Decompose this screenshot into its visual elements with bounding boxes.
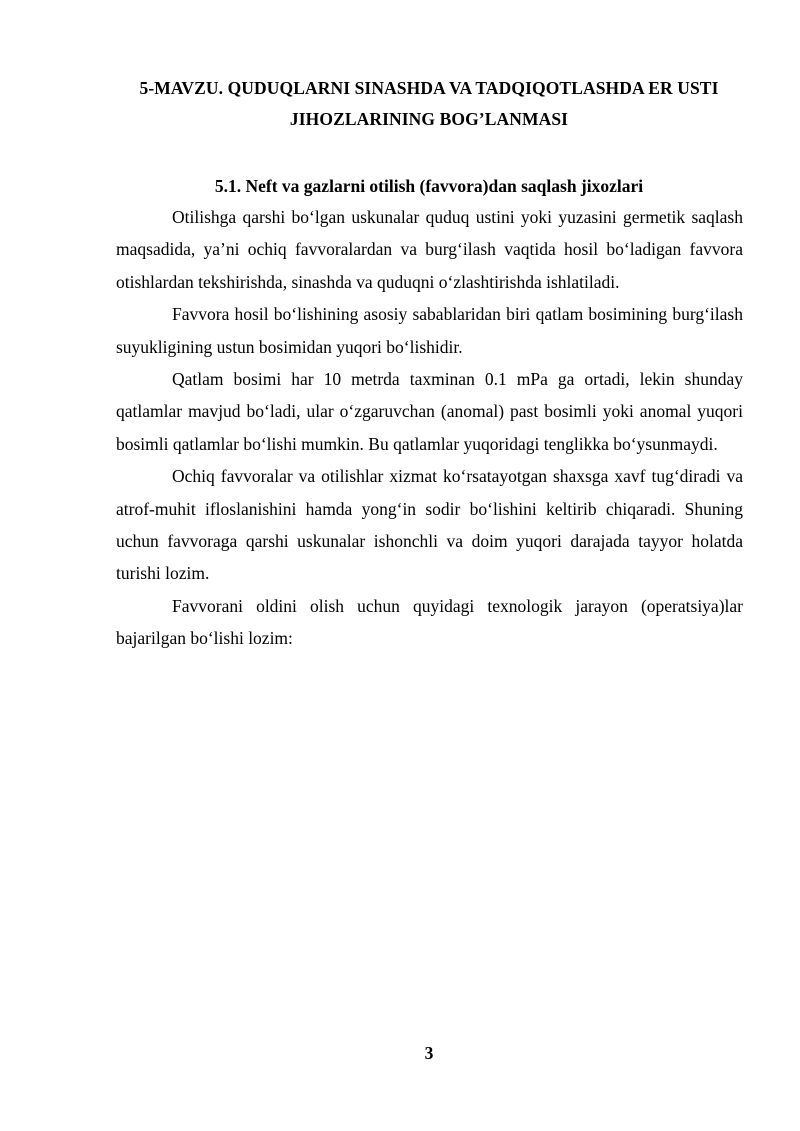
- paragraph: Ochiq favvoralar va otilishlar xizmat ko‘rsatayotgan shaxsga xavf tug‘diradi va atrof-muhit ifloslanishini hamda yong‘in sodir bo‘lishini keltirib chiqaradi. Shuning uchun favvoraga qarshi uskunalar ishonchli va doim yuqori darajada tayyor holatda turishi lozim.: [116, 466, 743, 584]
- paragraph: Favvorani oldini olish uchun quyidagi texnologik jarayon (operatsiya)lar bajarilgan bo‘lishi lozim:: [116, 595, 743, 649]
- page-number: 3: [424, 1043, 434, 1063]
- section-heading: 5.1. Neft va gazlarni otilish (favvora)dan saqlash jixozlari: [214, 176, 644, 196]
- page-title: 5-MAVZU. QUDUQLARNI SINASHDA VA TADQIQOTLASHDA ER USTI JIHOZLARINING BOG’LANMASI: [139, 78, 719, 129]
- paragraph: Otilishga qarshi bo‘lgan uskunalar quduq ustini yoki yuzasini germetik saqlash maqsadida, ya’ni ochiq favvoralardan va burg‘ilash vaqtida hosil bo‘ladigan favvora otishlardan tekshirishda, sinashda va quduqni o‘zlashtirishda ishlatiladi.: [116, 207, 743, 292]
- paragraph: Qatlam bosimi har 10 metrda taxminan 0.1 mPa ga ortadi, lekin shunday qatlamlar mavjud bo‘ladi, ular o‘zgaruvchan (anomal) past bosimli yoki anomal yuqori bosimli qatlamlar bo‘lishi mumkin. Bu qatlamlar yuqoridagi tenglikka bo‘ysunmaydi.: [116, 369, 743, 454]
- document-body: [116, 201, 743, 655]
- paragraph: Favvora hosil bo‘lishining asosiy sabablaridan biri qatlam bosimining burg‘ilash suyukligining ustun bosimidan yuqori bo‘lishidir.: [116, 304, 743, 357]
